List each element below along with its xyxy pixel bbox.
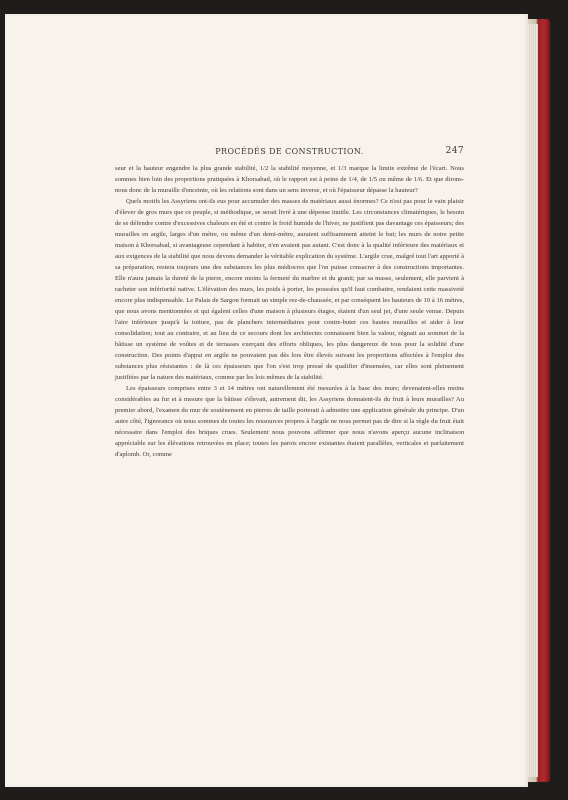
header-title: PROCÉDÉS DE CONSTRUCTION. bbox=[215, 147, 364, 156]
body-text bbox=[115, 163, 464, 460]
paragraph: Les épaisseurs comprises entre 3 et 14 mètres ont naturellement été mesurées à la base des murs; devenaient-elles moins considérables au fur et à mesure que la bâtisse s'élevait, autrement dit, les Assyriens donnaient-ils du fruit à leurs murailles? Au premier abord, l'examen du mur de soutènement en pierres de taille porterait à admettre une application générale du principe. D'un autre côté, l'ignorance où nous sommes de toutes les ressources propres à l'argile ne nous permet pas de dire si la règle du fruit était nécessaire dans l'emploi des briques crues. Seulement nous pouvons affirmer que nous n'avons aperçu aucune inclinaison appréciable sur les élévations retrouvées en place; toutes les parois encore existantes étaient parallèles, verticales et parfaitement d'aplomb. Or, comme bbox=[115, 385, 464, 458]
paragraph: seur et la hauteur engendre la plus grande stabilité, 1/2 la stabilité moyenne, et 1/3 marque la limite extrême de l'écart. Nous sommes bien loin des proportions pratiquées à Khorsabad, où le rapport est à peine de 1/4, de 1/5 ou même de 1/6. Et que dirons-nous donc de la muraille d'enceinte, où les relations sont dans un sens inverse, et où l'épaisseur dépasse la hauteur? bbox=[115, 165, 464, 194]
paragraph: Quels motifs les Assyriens ont-ils eus pour accumuler des masses de matériaux aussi énormes? Ce n'est pas pour le vain plaisir d'élever de gros murs que ce peuple, si méthodique, se serait livré à une dépense inutile. Les circonstances climatériques, le besoin de se défendre contre d'excessives chaleurs en été et contre le froid humide de l'hiver, ne justifient pas davantage ces épaisseurs; des murailles en argile, larges d'un mètre, ou même d'un demi-mètre, auraient suffisamment atteint le but; les murs de notre petite maison à Khorsabad, si avantageuse cependant à habiter, n'en avaient pas autant. C'est donc à la qualité inférieure des matériaux et aux exigences de la stabilité que nous devons demander la véritable explication du système. L'argile crue, malgré tout l'art apporté à sa préparation, restera toujours une des substances les plus médiocres que l'on puisse consacrer à des constructions importantes. Elle n'aura jamais la dureté de la pierre, encore moins la fermeté du marbre et du granit; par sa masse, seulement, elle parvient à racheter son infériorité native. L'élévation des murs, les poids à porter, les poussées qu'il faut combattre, rendaient cette massiveté encore plus indispensable. Le Palais de Sargon formait un simple rez-de-chaussée, et par conséquent les hauteurs de 10 à 16 mètres, que nous avons mentionnées et qui égalent celles d'une maison à plusieurs étages, étaient d'un seul jet, d'une seule venue. Depuis l'aire inférieure jusqu'à la toiture, pas de planchers intermédiaires pour contre-buter ces hautes murailles et aider à leur consolidation; tout au contraire, et au lieu de ce secours dont les architectes connaissent bien la valeur, régnait au sommet de la bâtisse un système de voûtes et de terrasses exerçant des efforts obliques, les plus dangereux de tous pour la solidité d'une construction. Des points d'appui en argile ne pouvaient pas dès lors être élevés suivant les proportions affectées à l'emploi des substances plus résistantes : de là ces épaisseurs que l'on s'est trop pressé de qualifier d'insensées, car elles sont pleinement justifiées par la nature des matériaux, comme par les lois mêmes de la stabilité. bbox=[115, 198, 464, 381]
page-number: 247 bbox=[445, 146, 464, 156]
running-header bbox=[115, 147, 464, 161]
